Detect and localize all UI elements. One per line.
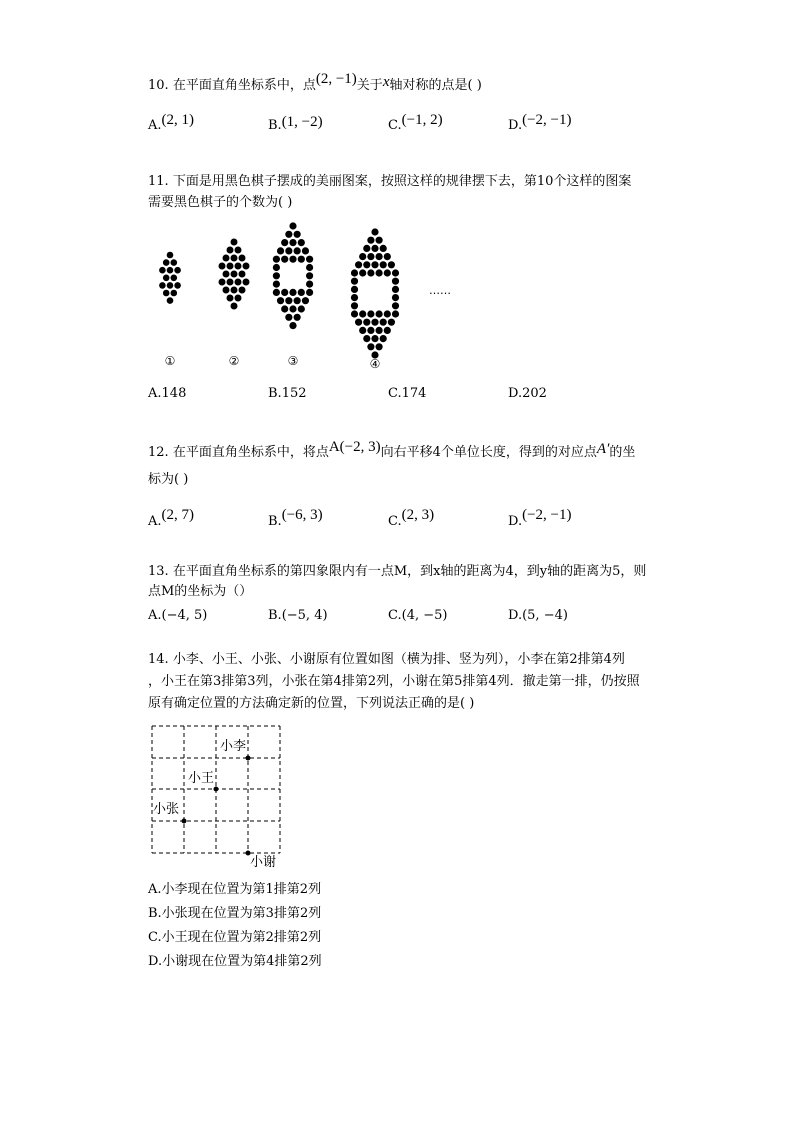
chess-piece: [392, 310, 399, 317]
option-label: D.: [508, 514, 523, 529]
chess-piece: [227, 247, 234, 254]
chess-piece: [392, 269, 399, 276]
chess-piece: [219, 279, 226, 286]
chess-piece: [363, 245, 370, 252]
chess-piece: [367, 343, 374, 350]
chess-piece: [298, 239, 305, 246]
option-value: (4, −5): [401, 608, 448, 623]
chess-piece: [289, 239, 296, 246]
option-c[interactable]: C.小王现在位置为第2排第2列: [148, 930, 322, 945]
chess-piece: [351, 302, 358, 309]
chess-piece: [285, 314, 292, 321]
chess-piece: [273, 281, 280, 288]
option-label: A.: [148, 514, 162, 529]
question-14-line3: 原有确定位置的方法确定新的位置，下列说法正确的是( ): [148, 696, 475, 711]
chess-piece: [306, 281, 313, 288]
question-text: 的坐: [609, 445, 636, 460]
chess-piece: [376, 253, 383, 260]
label-li: 小李: [220, 739, 247, 754]
chess-pattern-figure: [150, 218, 470, 373]
option-d[interactable]: [508, 386, 547, 402]
option-value: 152: [281, 386, 307, 401]
chess-piece: [289, 256, 296, 263]
option-value: (−1, 2): [401, 112, 443, 128]
option-label: A.: [148, 386, 162, 401]
chess-piece: [380, 245, 387, 252]
question-14-line2: ，小王在第3排第3列，小张在第4排第2列，小谢在第5排第4列．撤走第一排，仍按照: [148, 674, 640, 689]
figure-label-4: ④: [369, 357, 381, 371]
question-number: 13.: [148, 564, 169, 579]
ellipsis: ……: [429, 284, 451, 297]
math-variable: x: [382, 74, 390, 90]
question-11-line2: 需要黑色棋子的个数为( ): [148, 195, 293, 210]
option-d[interactable]: D.小谢现在位置为第4排第2列: [148, 954, 322, 969]
chess-piece: [392, 278, 399, 285]
chess-piece: [231, 255, 238, 262]
chess-piece: [306, 256, 313, 263]
chess-piece: [281, 256, 288, 263]
question-text: 向右平移4个单位长度，得到的对应点: [380, 445, 597, 460]
chess-piece: [371, 335, 378, 342]
question-text: 小李、小王、小张、小谢原有位置如图（横为排、竖为列），小李在第2排第4列: [172, 652, 625, 667]
chess-piece: [159, 267, 166, 274]
seating-grid-figure: [148, 722, 288, 872]
option-label: A.: [148, 118, 162, 133]
chess-piece: [355, 261, 362, 268]
chess-piece: [363, 261, 370, 268]
chess-piece: [363, 335, 370, 342]
chess-piece: [223, 255, 230, 262]
option-d[interactable]: [508, 112, 572, 134]
chess-piece: [371, 261, 378, 268]
figure-label-2: ②: [228, 354, 240, 368]
chess-piece: [298, 289, 305, 296]
option-value: (2, 7): [161, 507, 195, 523]
chess-piece: [363, 319, 370, 326]
question-12: [148, 439, 636, 461]
figure-label-3: ③: [287, 354, 299, 368]
chess-piece: [235, 247, 242, 254]
option-label: C.: [388, 386, 402, 401]
chess-piece: [351, 269, 358, 276]
chess-piece: [281, 239, 288, 246]
chess-piece: [273, 264, 280, 271]
question-text: 关于: [356, 78, 383, 93]
chess-piece: [163, 259, 170, 266]
question-text: 下面是用黑色棋子摆成的美丽图案，按照这样的规律摆下去，第10个这样的图案: [172, 174, 632, 189]
chess-piece: [239, 287, 246, 294]
option-label: B.: [268, 514, 282, 529]
chess-piece: [376, 327, 383, 334]
chess-piece: [167, 297, 174, 304]
chess-piece: [281, 289, 288, 296]
chess-piece: [367, 310, 374, 317]
chess-piece: [235, 295, 242, 302]
option-a[interactable]: [148, 507, 195, 530]
chess-piece: [384, 310, 391, 317]
chess-piece: [359, 253, 366, 260]
option-value: (2, 3): [401, 507, 435, 523]
chess-piece: [359, 310, 366, 317]
chess-piece: [231, 271, 238, 278]
option-a[interactable]: [148, 608, 207, 624]
chess-piece: [294, 314, 301, 321]
chess-piece: [380, 261, 387, 268]
option-value: (−4, 5): [161, 608, 208, 623]
option-value: (−2, −1): [522, 507, 572, 523]
chess-piece: [351, 278, 358, 285]
chess-piece: [273, 272, 280, 279]
question-number: 14.: [148, 652, 169, 667]
question-11: [148, 174, 631, 190]
option-d[interactable]: [508, 507, 572, 530]
chess-piece: [392, 302, 399, 309]
chess-piece: [159, 282, 166, 289]
chess-piece: [167, 252, 174, 259]
chess-piece: [235, 279, 242, 286]
chess-piece: [294, 297, 301, 304]
option-label: D.: [508, 608, 523, 623]
option-d[interactable]: [508, 608, 568, 624]
question-13-line2: 点M的坐标为（）: [148, 584, 253, 599]
chess-piece: [351, 286, 358, 293]
chess-piece: [289, 222, 296, 229]
chess-piece: [355, 319, 362, 326]
question-13: [148, 564, 646, 580]
option-label: B.: [268, 608, 282, 623]
chess-piece: [239, 271, 246, 278]
question-14: [148, 652, 625, 668]
chess-piece: [174, 267, 181, 274]
chess-piece: [231, 239, 238, 246]
chess-piece: [294, 247, 301, 254]
chess-piece: [289, 322, 296, 329]
chess-piece: [235, 263, 242, 270]
option-label: C.: [388, 608, 402, 623]
option-b[interactable]: [268, 507, 323, 530]
option-label: C.: [388, 514, 402, 529]
math-point-prime: A′: [596, 441, 610, 457]
math-point: (2, −1): [315, 71, 357, 87]
chess-piece: [306, 272, 313, 279]
chess-piece: [223, 287, 230, 294]
chess-piece: [351, 294, 358, 301]
question-number: 12.: [148, 445, 169, 460]
point-zhang: [182, 819, 187, 824]
question-10: [148, 71, 482, 94]
chess-piece: [306, 289, 313, 296]
option-label: C.: [388, 118, 402, 133]
chess-piece: [273, 289, 280, 296]
chess-piece: [302, 247, 309, 254]
chess-piece: [227, 279, 234, 286]
chess-piece: [243, 279, 250, 286]
chess-piece: [306, 264, 313, 271]
option-c[interactable]: [388, 112, 443, 134]
question-text: 在平面直角坐标系的第四象限内有一点M，到x轴的距离为4，到y轴的距离为5，则: [172, 564, 647, 579]
chess-piece: [351, 310, 358, 317]
question-number: 10.: [148, 78, 169, 93]
chess-piece: [371, 319, 378, 326]
option-value: (1, −2): [281, 114, 323, 130]
option-value: (5, −4): [522, 608, 568, 623]
chess-piece: [392, 294, 399, 301]
chess-piece: [359, 327, 366, 334]
option-a[interactable]: [148, 386, 186, 402]
math-point: A(−2, 3): [328, 439, 381, 455]
option-a[interactable]: A.小李现在位置为第1排第2列: [148, 882, 322, 897]
option-c[interactable]: [388, 507, 435, 530]
chess-piece: [167, 267, 174, 274]
option-value: 148: [161, 386, 187, 401]
chess-piece: [227, 295, 234, 302]
chess-piece: [163, 275, 170, 282]
chess-piece: [273, 256, 280, 263]
option-a[interactable]: [148, 112, 195, 134]
chess-piece: [367, 237, 374, 244]
chess-piece: [392, 286, 399, 293]
option-label: D.: [508, 118, 523, 133]
chess-piece: [171, 290, 178, 297]
question-text: 轴对称的点是( ): [389, 78, 482, 93]
label-wang: 小王: [188, 771, 215, 786]
option-b[interactable]: [268, 114, 323, 134]
chess-piece: [376, 269, 383, 276]
option-value: 202: [522, 386, 547, 401]
point-li: [246, 756, 251, 761]
question-12-line2: 标为( ): [148, 472, 189, 487]
chess-dots: [159, 222, 399, 358]
option-label: A.: [148, 608, 162, 623]
chess-piece: [289, 289, 296, 296]
chess-piece: [294, 231, 301, 238]
chess-piece: [302, 297, 309, 304]
label-xie: 小谢: [250, 855, 277, 870]
chess-piece: [388, 261, 395, 268]
chess-piece: [174, 282, 181, 289]
chess-piece: [359, 269, 366, 276]
chess-piece: [384, 269, 391, 276]
chess-piece: [171, 259, 178, 266]
option-b[interactable]: [268, 386, 307, 402]
chess-piece: [380, 335, 387, 342]
option-value: (−2, −1): [522, 112, 572, 128]
question-number: 11.: [148, 174, 169, 189]
chess-piece: [223, 271, 230, 278]
chess-piece: [371, 245, 378, 252]
chess-piece: [384, 327, 391, 334]
chess-piece: [376, 343, 383, 350]
chess-piece: [243, 263, 250, 270]
chess-piece: [384, 253, 391, 260]
chess-piece: [277, 297, 284, 304]
chess-piece: [231, 303, 238, 310]
option-value: (2, 1): [161, 112, 195, 128]
chess-piece: [380, 319, 387, 326]
point-wang: [214, 787, 219, 792]
option-label: B.: [268, 118, 282, 133]
chess-piece: [298, 305, 305, 312]
chess-piece: [231, 287, 238, 294]
chess-piece: [285, 247, 292, 254]
chess-piece: [388, 319, 395, 326]
chess-piece: [367, 253, 374, 260]
figure-label-1: ①: [164, 354, 176, 368]
chess-piece: [219, 263, 226, 270]
chess-piece: [376, 310, 383, 317]
chess-piece: [277, 247, 284, 254]
option-label: B.: [268, 386, 282, 401]
chess-piece: [367, 327, 374, 334]
chess-piece: [163, 290, 170, 297]
option-c[interactable]: [388, 386, 426, 402]
label-zhang: 小张: [153, 802, 180, 817]
chess-piece: [281, 305, 288, 312]
option-b[interactable]: B.小张现在位置为第3排第2列: [148, 906, 322, 921]
option-c[interactable]: [388, 608, 447, 624]
chess-piece: [227, 263, 234, 270]
option-value: (−6, 3): [281, 507, 323, 523]
chess-piece: [285, 231, 292, 238]
option-label: D.: [508, 386, 523, 401]
chess-piece: [167, 282, 174, 289]
question-text: 在平面直角坐标系中，点: [172, 78, 316, 93]
chess-piece: [298, 256, 305, 263]
chess-piece: [285, 297, 292, 304]
chess-piece: [239, 255, 246, 262]
option-b[interactable]: [268, 608, 328, 624]
option-value: 174: [401, 386, 427, 401]
question-text: 在平面直角坐标系中，将点: [172, 445, 329, 460]
chess-piece: [376, 237, 383, 244]
chess-piece: [289, 305, 296, 312]
chess-piece: [171, 275, 178, 282]
option-value: (−5, 4): [281, 608, 328, 623]
chess-piece: [367, 269, 374, 276]
chess-piece: [371, 228, 378, 235]
